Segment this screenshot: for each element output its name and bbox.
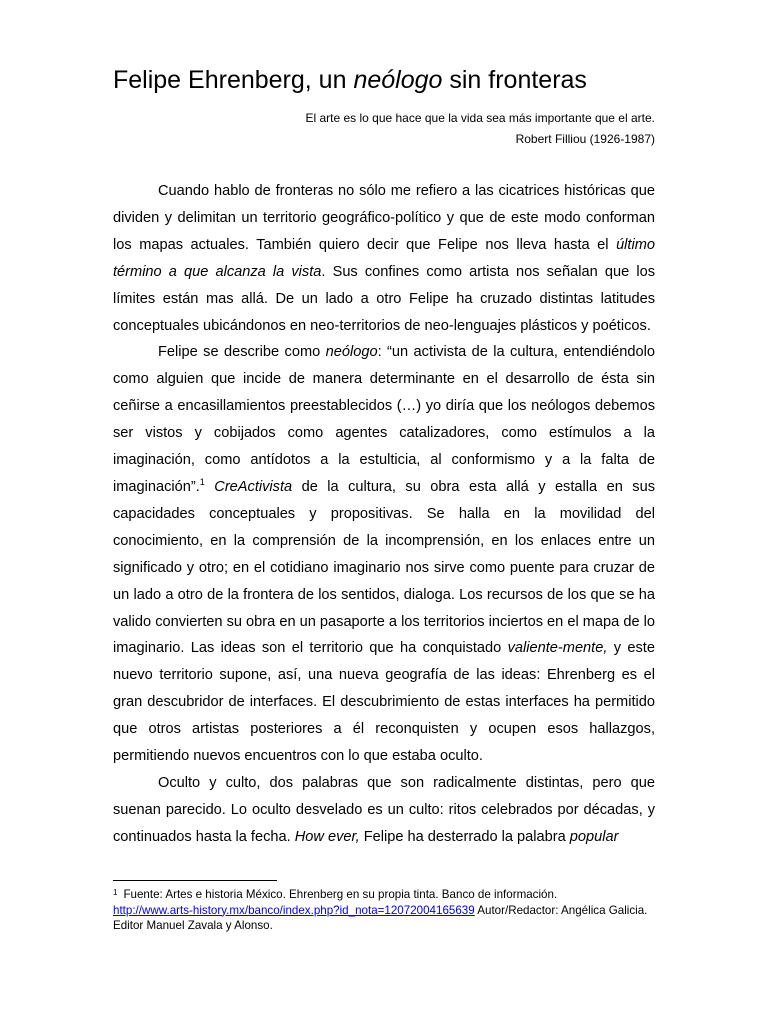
paragraph-3 xyxy=(113,770,655,851)
p3-italic-however: How ever, xyxy=(294,828,360,845)
p3-text-a: Oculto y culto, dos palabras que son radicalmente distintas, pero que suenan parecido. Lo oculto desvelado es un culto: ritos celebrados por décadas, y continuados hasta la fecha. xyxy=(113,774,655,845)
p2-italic-valientemente: valiente-mente, xyxy=(507,640,608,657)
footnote-number: 1 xyxy=(113,888,118,897)
p1-text-c: . Sus confines como artista nos señalan que los límites están mas allá. De un lado a otro Felipe ha cruzado distintas latitudes conceptuales ubicándonos en neo-territorios de neo-lenguajes plásticos y poéticos. xyxy=(113,263,656,334)
paragraph-1 xyxy=(113,178,655,339)
p3-italic-popular: popular xyxy=(569,828,619,845)
p2-text-f: de la cultura, su obra esta allá y estalla en sus capacidades conceptuales y propositivas. Se halla en la movilidad del conocimiento, en la comprensión de la incomprensión, en los enlaces entre un significado y otro; en el cotidiano imaginario nos sirve como puente para cruzar de un lado a otro de la frontera de los sentidos, dialoga. Los recursos de los que se ha valido convierten su obra en un pasaporte a los territorios inciertos en el mapa de lo imaginario. Las ideas son el territorio que ha conquistado xyxy=(113,478,655,657)
p1-text-a: Cuando hablo de fronteras no sólo me refiero a las cicatrices históricas que dividen y delimitan un territorio geográfico-político y que de este modo conforman los mapas actuales. También quiero decir que Felipe nos lleva hasta el xyxy=(113,183,655,253)
page-title xyxy=(113,64,673,96)
paragraph-2 xyxy=(113,339,655,770)
body-text xyxy=(113,178,655,851)
title-part1: Felipe Ehrenberg, un xyxy=(113,66,354,94)
footnote-text-2: Autor/Redactor: Angélica Galicia. Editor Manuel Zavala y Alonso. xyxy=(113,903,648,932)
p2-italic-neologo: neólogo xyxy=(325,344,378,361)
footnote-separator xyxy=(113,880,277,881)
epigraph-quote: El arte es lo que hace que la vida sea más importante que el arte. xyxy=(305,111,655,125)
epigraph-author: Robert Filliou (1926-1987) xyxy=(515,132,655,146)
epigraph xyxy=(113,108,655,150)
footnote-ref[interactable]: 1 xyxy=(199,476,205,487)
p2-italic-creactivista: CreActivista xyxy=(214,478,293,495)
footnote-text-1: Fuente: Artes e historia México. Ehrenberg en su propia tinta. Banco de información. xyxy=(123,888,558,901)
title-italic-word: neólogo xyxy=(353,66,443,94)
p1-italic-phrase: último término a que alcanza la vista xyxy=(113,236,655,280)
p2-text-c: : “un activista de la cultura, entendiéndolo como alguien que incide de manera determinante en el desarrollo de ésta sin ceñirse a encasillamientos preestablecidos (…) yo diría que los neólogos debemos ser vistos y cobijados como agentes catalizadores, como estímulos a la imaginación, como antídotos a la estulticia, al conformismo y a la falta de imaginación”. xyxy=(113,344,656,495)
footnote xyxy=(113,885,655,934)
p2-text-a: Felipe se describe como xyxy=(158,344,326,361)
p2-text-h: y este nuevo territorio supone, así, una nueva geografía de las ideas: Ehrenberg es el gran descubridor de interfaces. El descubrimiento de estas interfaces ha permitido que otros artistas posteriores a él reconquisten y ocupen esos hallazgos, permitiendo nuevos encuentros con lo que estaba oculto. xyxy=(113,640,655,765)
p2-text-d xyxy=(205,479,214,495)
p3-text-c: Felipe ha desterrado la palabra xyxy=(359,828,570,845)
title-part2: sin fronteras xyxy=(442,66,587,94)
footnote-link[interactable]: http://www.arts-history.mx/banco/index.php?id_nota=12072004165639 xyxy=(113,903,475,917)
